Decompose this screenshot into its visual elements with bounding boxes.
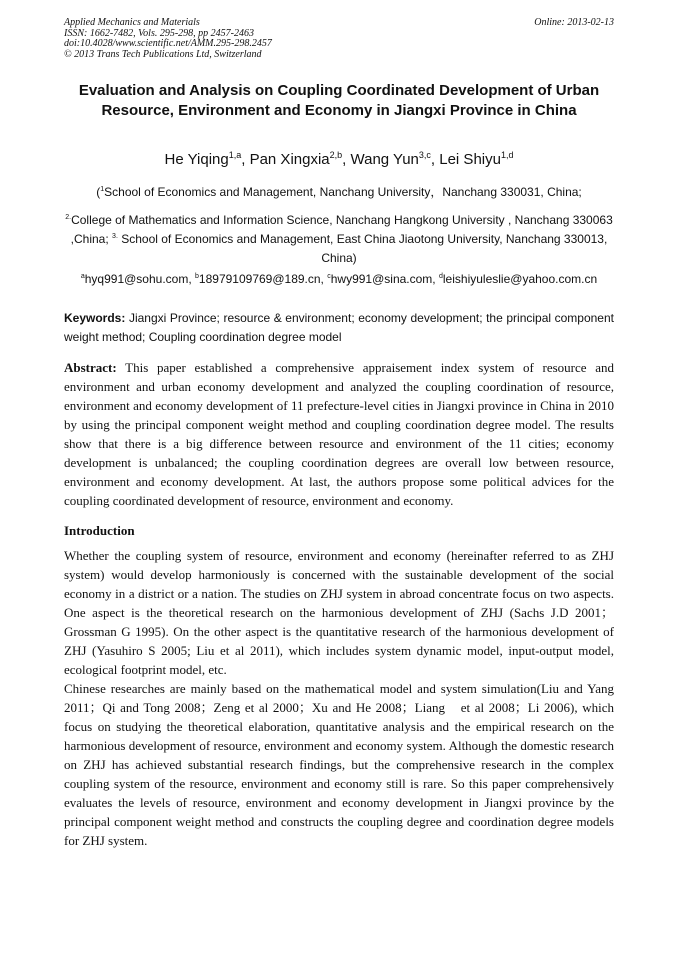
email-superscript: b: [195, 273, 199, 280]
affiliation-1: [64, 183, 614, 202]
email-link[interactable]: hwy991@sina.com,: [330, 272, 436, 286]
doi-line: doi:10.4028/www.scientific.net/AMM.295-298.2457: [64, 38, 272, 49]
author-list: He Yiqing$^{1,a}$, Pan Xingxia$^{2,b}$, Wang Yun$^{3,c}$, Lei Shiyu$^{1,d}$: [164, 150, 514, 168]
journal-name: Applied Mechanics and Materials: [64, 17, 200, 28]
affiliation-text: School of Economics and Management, East China Jiaotong University, Nanchang 330013, China): [121, 232, 608, 265]
affiliation-superscript: 1: [100, 186, 105, 193]
abstract: [64, 358, 614, 510]
introduction-paragraph-1: Whether the coupling system of resource, environment and economy (hereinafter referred to as ZHJ system) would develop harmoniously is concerned with the sustainable development of the social economy in a district or a nation. The studies on ZHJ system in abroad concentrate focus on two aspects. One aspect is the theoretical research on the harmonious development of ZHJ (Sachs J.D 2001；Grossman G 1995). On the other aspect is the quantitative research of the harmonious development of ZHJ (Yasuhiro S 2005; Liu et al 2011), which includes system dynamic model, input-output model, ecological footprint model, etc.: [64, 548, 614, 677]
affiliation-paren: (: [96, 185, 101, 199]
author-name: He Yiqing: [164, 151, 229, 168]
email-link[interactable]: 18979109769@189.cn,: [198, 272, 324, 286]
email-link[interactable]: leishiyuleslie@yahoo.com.cn: [442, 272, 598, 286]
keywords-text: Jiangxi Province; resource & environment; economy development; the principal component weight method; Coupling coordination degree model: [64, 311, 614, 344]
affiliation-superscript: 2.: [65, 214, 72, 221]
email-superscript: c: [327, 273, 331, 280]
paper-title: Evaluation and Analysis on Coupling Coordinated Development of Urban Resource, Environment and Economy in Jiangxi Province in China: [78, 82, 600, 119]
email-superscript: a: [80, 273, 85, 280]
affiliation-2-3: [64, 211, 614, 268]
section-heading-introduction: Introduction: [64, 523, 135, 538]
introduction-paragraph-2: Chinese researches are mainly based on the mathematical model and system simulation(Liu and Yang 2011；Qi and Tong 2008；Zeng et al 2000；Xu and He 2008；Liang et al 2008；Li 2006), which focus on studying the theoretical elaboration, quantitative analysis and the empirical research on the harmonious development of resource, environment and economy system. Although the domestic research on ZHJ has achieved substantial research findings, but the comprehensive research in the complex coupling system of the resource, environment and economy still is rare. So this paper comprehensively evaluates the levels of resource, environment and economy development in Jiangxi province by the principal component weight method and constructs the coupling degree and coordination degree models for ZHJ system.: [64, 681, 614, 848]
abstract-text: This paper established a comprehensive appraisement index system of resource and environment and urban economy development and analyzed the coupling coordination of resource, environment and economy development of 11 prefecture-level cities in Jiangxi province in China in 2010 by using the principal component weight method and coupling coordination degree model. The results show that there is a big difference between resource and environment of the 11 cities; economy development is unbalanced; the coupling coordination degrees are overall low between resource, environment and economy development. At last, the authors propose some political advices for the coupling coordinated development of resource, environment and economy.: [64, 360, 614, 508]
email-superscript: d: [438, 273, 443, 280]
email-line: [64, 270, 614, 289]
online-date: Online: 2013-02-13: [534, 17, 614, 28]
affiliation-text: School of Economics and Management, Nanchang University，Nanchang 330031, China;: [104, 185, 582, 199]
issn-line: ISSN: 1662-7482, Vols. 295-298, pp 2457-2463: [64, 27, 254, 39]
email-link[interactable]: hyq991@sohu.com,: [84, 272, 192, 286]
abstract-label: Abstract:: [64, 360, 117, 375]
author-superscript: 3,c: [418, 150, 431, 160]
author-superscript: 2,b: [329, 150, 343, 160]
copyright-line: © 2013 Trans Tech Publications Ltd, Switzerland: [64, 48, 262, 60]
keywords: [64, 309, 614, 347]
author-name: Wang Yun: [350, 151, 419, 168]
keywords-label: Keywords:: [64, 311, 126, 325]
author-superscript: 1,d: [500, 150, 514, 160]
author-name: Lei Shiyu: [439, 151, 501, 168]
author-name: Pan Xingxia: [249, 151, 330, 168]
author-superscript: 1,a: [228, 150, 242, 160]
affiliation-text: College of Mathematics and Information Science, Nanchang Hangkong University , Nanchang 330063 ,China;: [70, 213, 613, 246]
affiliation-superscript: 3.: [112, 233, 118, 240]
journal-header: [64, 18, 614, 60]
